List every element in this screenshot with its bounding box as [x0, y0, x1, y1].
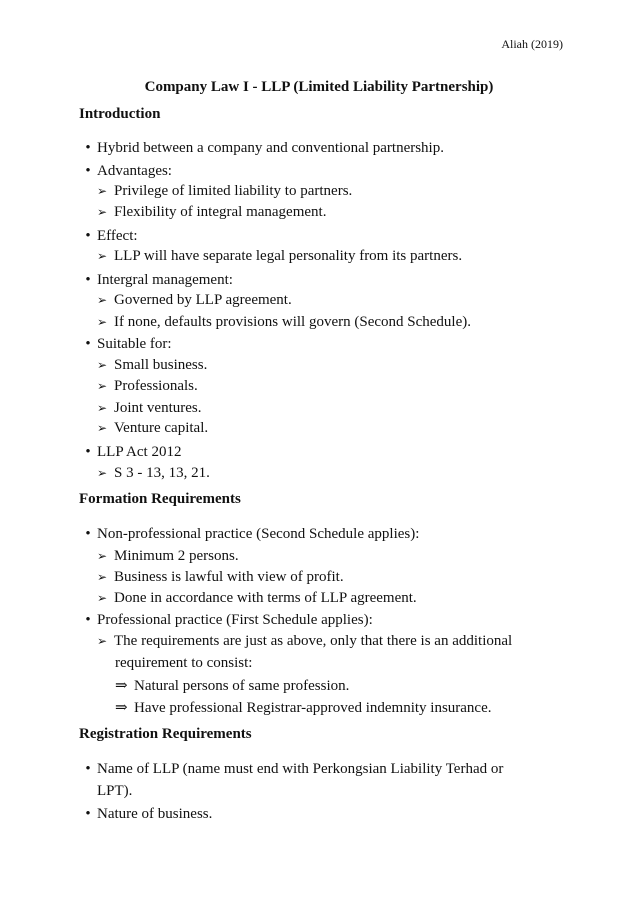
arrow-bullet-icon: ➢: [97, 421, 108, 435]
sub-list-item-text: Minimum 2 persons.: [114, 548, 239, 564]
arrow-bullet-icon: ➢: [97, 184, 108, 198]
sub-list-item-text: S 3 - 13, 13, 21.: [114, 465, 210, 481]
bullet-icon: •: [85, 806, 91, 822]
bullet-icon: •: [85, 612, 91, 628]
bullet-icon: •: [85, 526, 91, 542]
sub-list-item-text: If none, defaults provisions will govern (Second Schedule).: [114, 314, 472, 330]
sub-list-item-text: Joint ventures.: [114, 400, 202, 416]
sub-list-item-text: The requirements are just as above, only that there is an additional: [114, 633, 513, 649]
list-item-text: Non-professional practice (Second Schedule applies):: [97, 526, 420, 542]
implies-arrow-icon: ⇒: [115, 700, 128, 716]
implication-text: Natural persons of same profession.: [134, 678, 350, 694]
page-title: Company Law I - LLP (Limited Liability Partnership): [144, 79, 494, 95]
sub-list-item-text: Small business.: [114, 357, 208, 373]
bullet-icon: •: [85, 272, 91, 288]
list-item-text: Intergral management:: [97, 272, 233, 288]
sub-list-item-text: Professionals.: [114, 378, 198, 394]
bullet-icon: •: [85, 228, 91, 244]
sub-list-item-continuation: requirement to consist:: [115, 655, 253, 671]
list-item-text: Hybrid between a company and conventional partnership.: [97, 140, 444, 156]
arrow-bullet-icon: ➢: [97, 570, 108, 584]
list-item-continuation: LPT).: [97, 783, 133, 799]
arrow-bullet-icon: ➢: [97, 466, 108, 480]
list-item-text: Advantages:: [97, 163, 172, 179]
section-heading-registration: Registration Requirements: [79, 726, 252, 742]
arrow-bullet-icon: ➢: [97, 634, 108, 648]
section-heading-introduction: Introduction: [79, 106, 161, 122]
list-item-text: Suitable for:: [97, 336, 172, 352]
arrow-bullet-icon: ➢: [97, 293, 108, 307]
implies-arrow-icon: ⇒: [115, 678, 128, 694]
arrow-bullet-icon: ➢: [97, 591, 108, 605]
implication-text: Have professional Registrar-approved indemnity insurance.: [134, 700, 492, 716]
sub-list-item-text: Privilege of limited liability to partners.: [114, 183, 353, 199]
sub-list-item-text: Venture capital.: [114, 420, 209, 436]
author-note: Aliah (2019): [501, 37, 563, 51]
arrow-bullet-icon: ➢: [97, 205, 108, 219]
sub-list-item-text: Flexibility of integral management.: [114, 204, 327, 220]
sub-list-item-text: Governed by LLP agreement.: [114, 292, 292, 308]
arrow-bullet-icon: ➢: [97, 358, 108, 372]
bullet-icon: •: [85, 761, 91, 777]
list-item-text: Nature of business.: [97, 806, 213, 822]
bullet-icon: •: [85, 163, 91, 179]
section-heading-formation: Formation Requirements: [79, 491, 241, 507]
arrow-bullet-icon: ➢: [97, 315, 108, 329]
arrow-bullet-icon: ➢: [97, 401, 108, 415]
arrow-bullet-icon: ➢: [97, 379, 108, 393]
sub-list-item-text: Business is lawful with view of profit.: [114, 569, 344, 585]
arrow-bullet-icon: ➢: [97, 249, 108, 263]
bullet-icon: •: [85, 336, 91, 352]
sub-list-item-text: Done in accordance with terms of LLP agreement.: [114, 590, 417, 606]
list-item-text: Name of LLP (name must end with Perkongsian Liability Terhad or: [97, 761, 504, 777]
arrow-bullet-icon: ➢: [97, 549, 108, 563]
list-item-text: Effect:: [97, 228, 138, 244]
list-item-text: LLP Act 2012: [97, 444, 182, 460]
bullet-icon: •: [85, 140, 91, 156]
sub-list-item-text: LLP will have separate legal personality from its partners.: [114, 248, 463, 264]
list-item-text: Professional practice (First Schedule applies):: [97, 612, 373, 628]
bullet-icon: •: [85, 444, 91, 460]
